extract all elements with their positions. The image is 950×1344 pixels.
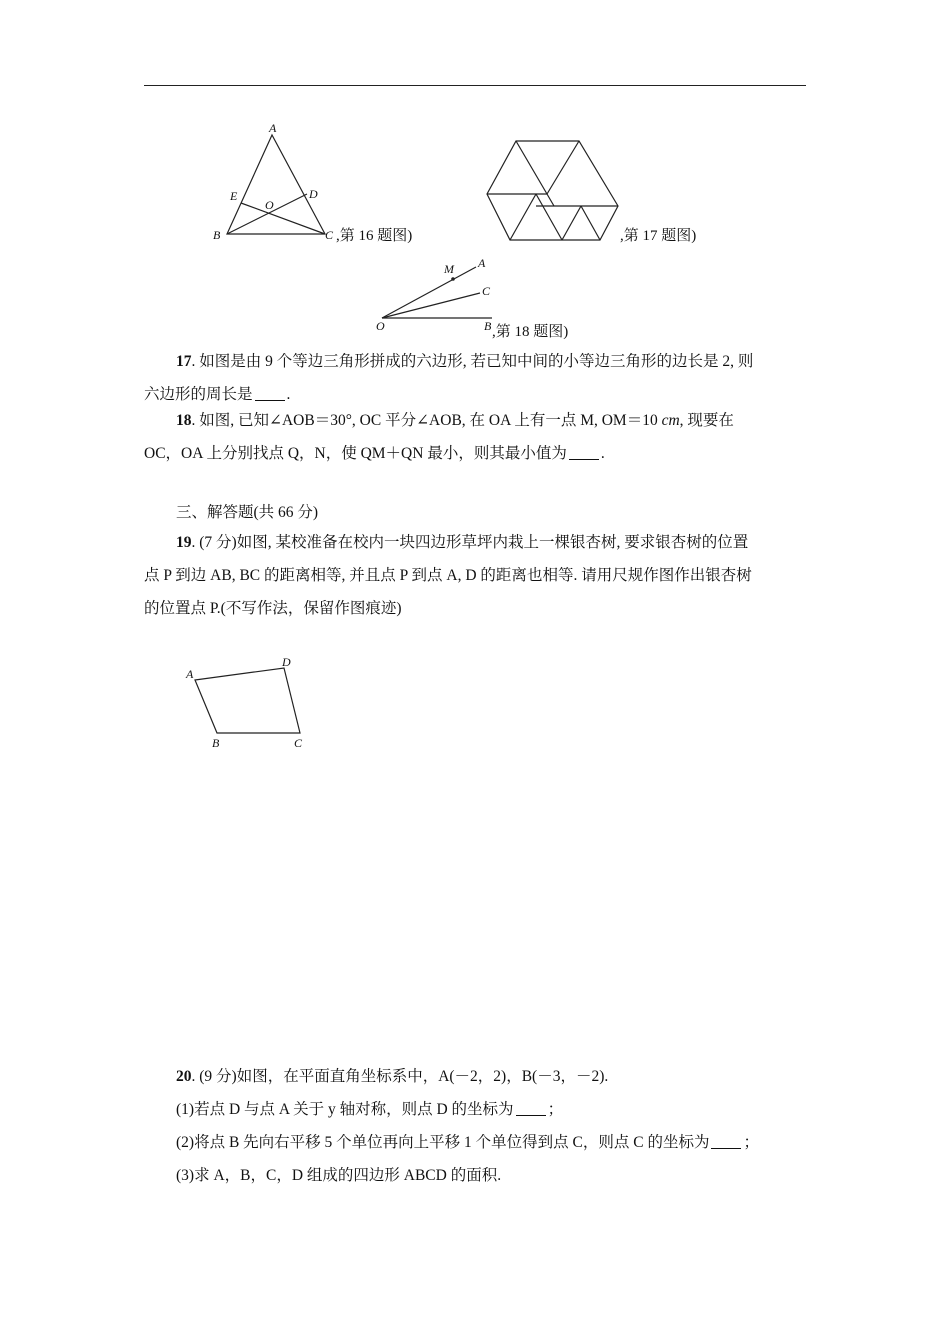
segment-ce [241,203,325,234]
answer-blank[interactable] [711,1133,741,1150]
label-b: B [212,736,220,750]
question-number: 18 [176,412,192,429]
question-19: 19. (7 分)如图, 某校准备在校内一块四边形草坪内栽上一棵银杏树, 要求银杏树的位置 点 P 到边 AB, BC 的距离相等, 并且点 P 到点 A, D 的距离也相等. 请用尺规作图作出银杏树 的位置点 P.(不写作法，保留作图痕迹) [144,534,752,617]
inner-line [547,194,554,206]
question-20-part-2: (2)将点 B 先向右平移 5 个单位再向上平移 1 个单位得到点 C，则点 C 的坐标为 ； [176,1134,759,1151]
label-o: O [376,319,385,333]
answer-blank[interactable] [569,444,599,461]
label-o: O [265,198,274,212]
inner-line [536,194,562,240]
question-text: . 如图是由 9 个等边三角形拼成的六边形, 若已知中间的小等边三角形的边长是 2, 则 [191,353,754,370]
figure-17 [484,136,624,244]
label-a: A [269,121,277,135]
inner-line [562,206,581,240]
question-number: 17 [176,353,192,370]
inner-line [510,194,536,240]
section-title: 三、解答题(共 66 分) [176,504,319,521]
point-m [451,277,455,281]
label-c: C [482,284,491,298]
question-20-part-1: (1)若点 D 与点 A 关于 y 轴对称，则点 D 的坐标为 ； [176,1101,564,1118]
figure-19 [180,650,320,755]
label-b: B [484,319,492,333]
inner-line [581,206,600,240]
label-a: A [186,667,194,681]
ray-oa [382,267,476,318]
label-e: E [230,189,238,203]
answer-blank[interactable] [255,385,285,402]
label-d: D [282,655,291,669]
label-d: D [309,187,318,201]
label-a: A [478,256,486,270]
label-c: C [325,228,334,242]
figure-18 [374,255,504,335]
question-number: 19 [176,534,192,551]
question-18: 18. 如图, 已知∠AOB＝30°, OC 平分∠AOB, 在 OA 上有一点 M, OM＝10 cm, 现要在 OC，OA 上分别找点 Q，N，使 QM＋QN 最小，则其最小值为 . [144,412,734,462]
question-17: 17. 如图是由 9 个等边三角形拼成的六边形, 若已知中间的小等边三角形的边长是 2, 则 六边形的周长是 . [144,353,754,403]
label-m: M [444,262,454,276]
inner-line [547,141,579,194]
inner-line [516,141,547,194]
ray-oc [382,293,480,318]
triangle-abc [227,135,325,234]
caption-fig16: ,第 16 题图) [336,228,413,244]
question-text: . 如图, 已知∠AOB＝30°, OC 平分∠AOB, 在 OA 上有一点 M, OM＝10 [191,412,662,429]
hexagon-outline [487,141,618,240]
answer-blank[interactable] [516,1100,546,1117]
caption-fig17: ,第 17 题图) [620,228,697,244]
question-20-part-3: (3)求 A，B，C，D 组成的四边形 ABCD 的面积. [176,1167,502,1184]
label-b: B [213,228,221,242]
header-rule [144,85,806,86]
label-c: C [294,736,303,750]
quadrilateral-abcd [195,668,300,733]
unit: cm [661,412,680,429]
caption-fig18: ,第 18 题图) [492,324,569,340]
question-20: 20. (9 分)如图，在平面直角坐标系中，A(－2，2)，B(－3，－2). [176,1068,609,1085]
figure-16 [205,118,340,248]
question-number: 20 [176,1068,192,1085]
